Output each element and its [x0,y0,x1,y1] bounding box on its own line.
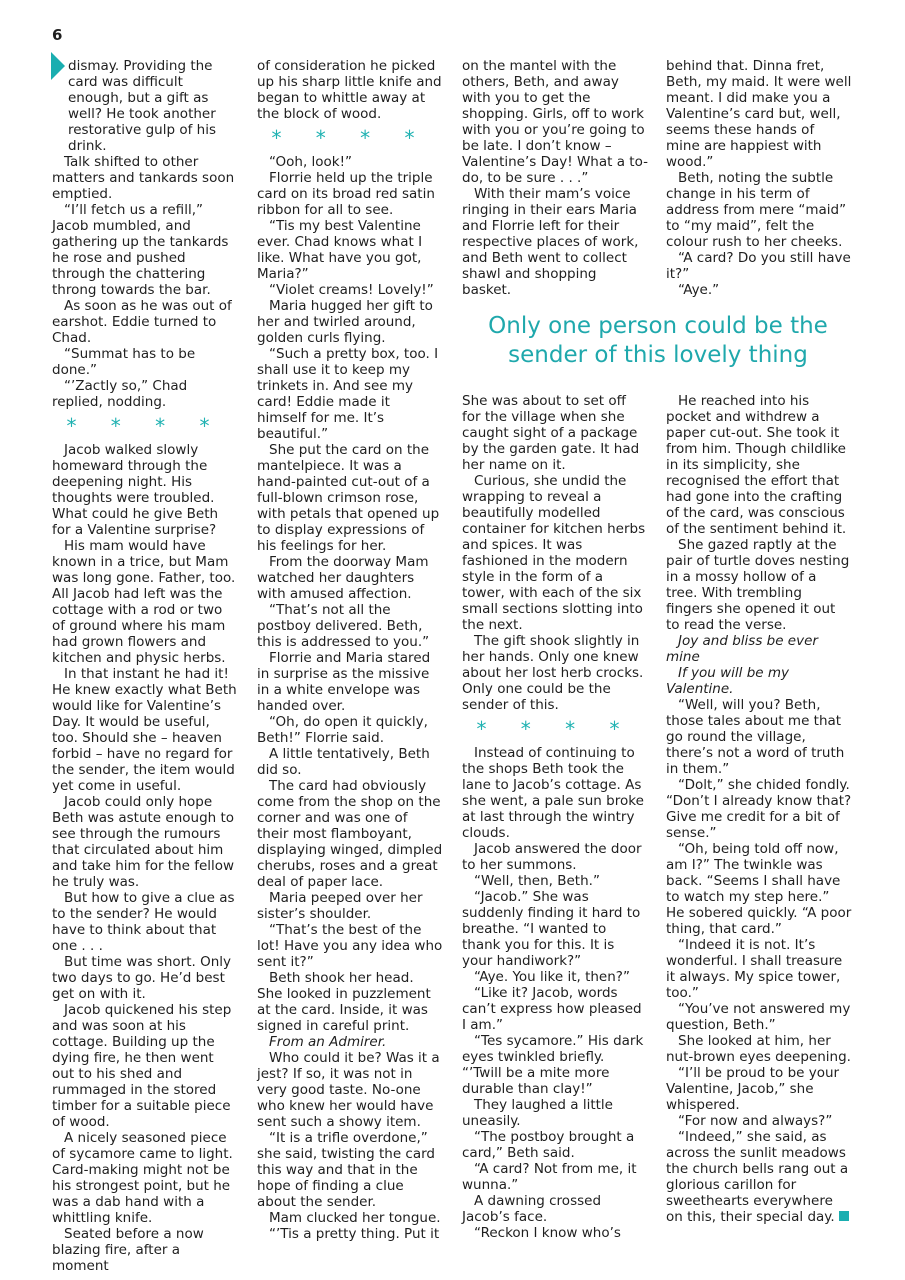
paragraph: Maria hugged her gift to her and twirled around, golden curls flying. [257,298,433,346]
paragraph: “You’ve not answered my question, Beth.” [666,1001,851,1033]
paragraph [666,1129,852,1225]
verse-line: If you will be my Valentine. [666,665,790,697]
paragraph: “I’ll be proud to be your Valentine, Jacob,” she whispered. [666,1065,840,1113]
paragraph: “Well, then, Beth.” [474,873,600,889]
paragraph: “Aye. You like it, then?” [474,969,630,985]
paragraph: As soon as he was out of earshot. Eddie turned to Chad. [52,298,232,346]
final-paragraph-text: “Indeed,” she said, as across the sunlit meadows the church bells rang out a glorious carillon for sweethearts everywhere on this, their special day. [666,1129,849,1225]
paragraph: “That’s not all the postboy delivered. Beth, this is addressed to you.” [257,602,430,650]
paragraph: Talk shifted to other matters and tankards soon emptied. [52,154,235,202]
paragraph: Mam clucked her tongue. [269,1210,441,1226]
paragraph: With their mam’s voice ringing in their ears Maria and Florrie left for their respective places of work, and Beth went to collect shawl and shopping basket. [462,186,639,298]
paragraph: But how to give a clue as to the sender? He would have to think about that one . . . [52,890,235,954]
column-1 [52,58,238,1274]
paragraph: Jacob walked slowly homeward through the deepening night. His thoughts were troubled. What could he give Beth for a Valentine surprise? [52,442,219,538]
paragraph: “Ooh, look!” [269,154,353,170]
paragraph: She looked at him, her nut-brown eyes deepening. [666,1033,851,1065]
page-number: 6 [52,26,63,44]
paragraph: behind that. Dinna fret, Beth, my maid. It were well meant. I did make you a Valentine’s card but, well, seems these hands of mine are happiest with wood.” [666,58,852,170]
card-signature: From an Admirer. [269,1034,387,1050]
paragraph: “Tes sycamore.” His dark eyes twinkled briefly. “’Twill be a mite more durable than clay!” [462,1033,644,1097]
paragraph: The gift shook slightly in her hands. Only one knew about her lost herb crocks. Only one could be the sender of this. [462,633,644,713]
paragraph: She put the card on the mantelpiece. It was a hand-painted cut-out of a full-blown crimson rose, with petals that opened up to display expressions of his feelings for her. [257,442,440,554]
paragraph: “A card? Not from me, it wunna.” [462,1161,637,1193]
paragraph: In that instant he had it! He knew exactly what Beth would like for Valentine’s Day. It would be useful, too. Should she – heaven forbid – have no regard for the sender, the item would yet come in useful. [52,666,237,794]
paragraph: But time was short. Only two days to go. He’d best get on with it. [52,954,232,1002]
paragraph: Florrie and Maria stared in surprise as the missive in a white envelope was handed over. [257,650,431,714]
paragraph: She gazed raptly at the pair of turtle doves nesting in a mossy hollow of a tree. With trembling fingers she opened it out to read the verse. [666,537,850,633]
paragraph: The card had obviously come from the shop on the corner and was one of their most flamboyant, displaying winged, dimpled cherubs, roses and a great deal of paper lace. [257,778,443,890]
paragraph: “Indeed it is not. It’s wonderful. I shall treasure it always. My spice tower, too.” [666,937,843,1001]
paragraph: “For now and always?” [678,1113,833,1129]
paragraph: “’Tis a pretty thing. Put it [269,1226,440,1242]
column-4-bottom [666,393,852,1225]
paragraph: A nicely seasoned piece of sycamore came to light. Card-making might not be his strongest point, but he was a dab hand with a whittling knife. [52,1130,233,1226]
paragraph: “Oh, being told off now, am I?” The twinkle was back. “Seems I shall have to watch my step here.” He sobered quickly. “A poor thing, that card.” [666,841,852,937]
paragraph: Beth shook her head. She looked in puzzlement at the card. Inside, it was signed in careful print. [257,970,431,1034]
section-separator: * * * * [271,126,429,150]
column-2 [257,58,443,1242]
paragraph: Jacob quickened his step and was soon at his cottage. Building up the dying fire, he then went out to his shed and rummaged in the stored timber for a suitable piece of wood. [52,1002,232,1130]
paragraph: “Oh, do open it quickly, Beth!” Florrie said. [257,714,428,746]
paragraph: Instead of continuing to the shops Beth took the lane to Jacob’s cottage. As she went, a pale sun broke at last through the wintry clouds. [462,745,644,841]
section-separator: * * * * [66,414,224,438]
paragraph: “Tis my best Valentine ever. Chad knows what I like. What have you got, Maria?” [257,218,423,282]
paragraph: A dawning crossed Jacob’s face. [462,1193,602,1225]
paragraph: Beth, noting the subtle change in his term of address from mere “maid” to “my maid”, felt the colour rush to her cheeks. [666,170,847,250]
paragraph: “Like it? Jacob, words can’t express how pleased I am.” [462,985,642,1033]
paragraph: “Reckon I know who’s [474,1225,621,1241]
paragraph: “Summat has to be done.” [52,346,196,378]
paragraph: “Aye.” [678,282,720,298]
paragraph: He reached into his pocket and withdrew a paper cut-out. She took it from him. Though childlike in its simplicity, she recognised the effort that had gone into the crafting of the card, was conscious of the sentiment behind it. [666,393,847,537]
paragraph: on the mantel with the others, Beth, and away with you to get the shopping. Girls, off to work with you or you’re going to be late. I don’t know – Valentine’s Day! What a to-do, to be sure . . .” [462,58,648,186]
column-3-bottom [462,393,648,1241]
paragraph: His mam would have known in a trice, but Mam was long gone. Father, too. All Jacob had left was the cottage with a rod or two of ground where his mam had grown flowers and kitchen and physic herbs. [52,538,236,666]
paragraph: “A card? Do you still have it?” [666,250,851,282]
paragraph: Maria peeped over her sister’s shoulder. [257,890,423,922]
paragraph: She was about to set off for the village when she caught sight of a package by the garden gate. It had her name on it. [462,393,640,473]
paragraph: A little tentatively, Beth did so. [257,746,430,778]
paragraph: “Violet creams! Lovely!” [269,282,434,298]
paragraph: Jacob answered the door to her summons. [462,841,642,873]
column-4-top [666,58,852,298]
verse-line: Joy and bliss be ever mine [666,633,818,665]
column-3-top [462,58,648,298]
paragraph: From the doorway Mam watched her daughters with amused affection. [257,554,429,602]
paragraph: “Dolt,” she chided fondly. “Don’t I already know that? Give me credit for a bit of sense.” [666,777,852,841]
paragraph: “The postboy brought a card,” Beth said. [462,1129,635,1161]
paragraph: Curious, she undid the wrapping to reveal a beautifully modelled container for kitchen herbs and spices. It was fashioned in the modern style in the form of a tower, with each of the six small sections slotting into the next. [462,473,646,633]
paragraph: “Such a pretty box, too. I shall use it to keep my trinkets in. And see my card! Eddie made it himself for me. It’s beautiful.” [257,346,439,442]
paragraph: “I’ll fetch us a refill,” Jacob mumbled, and gathering up the tankards he rose and pushed through the chattering throng towards the bar. [52,202,229,298]
section-separator: * * * * [476,717,634,741]
paragraph: “Jacob.” She was suddenly finding it hard to breathe. “I wanted to thank you for this. It is your handiwork?” [462,889,641,969]
paragraph: “That’s the best of the lot! Have you any idea who sent it?” [257,922,443,970]
paragraph: They laughed a little uneasily. [462,1097,613,1129]
paragraph: “Well, will you? Beth, those tales about me that go round the village, there’s not a word of truth in them.” [666,697,845,777]
paragraph: “’Zactly so,” Chad replied, nodding. [52,378,188,410]
paragraph: dismay. Providing the card was difficult enough, but a gift as well? He took another restorative gulp of his drink. [68,58,216,154]
paragraph: Jacob could only hope Beth was astute enough to see through the rumours that circulated about him and take him for the fellow he truly was. [52,794,235,890]
end-square-icon [839,1211,849,1221]
paragraph: “It is a trifle overdone,” she said, twisting the card this way and that in the hope of finding a clue about the sender. [257,1130,435,1210]
pull-quote: Only one person could be the sender of this lovely thing [488,313,828,368]
paragraph: Seated before a now blazing fire, after a moment [52,1226,204,1274]
paragraph: of consideration he picked up his sharp little knife and began to whittle away at the block of wood. [257,58,442,122]
paragraph: Florrie held up the triple card on its broad red satin ribbon for all to see. [257,170,435,218]
paragraph: Who could it be? Was it a jest? If so, it was not in very good taste. No-one who knew her would have sent such a showy item. [257,1050,440,1130]
